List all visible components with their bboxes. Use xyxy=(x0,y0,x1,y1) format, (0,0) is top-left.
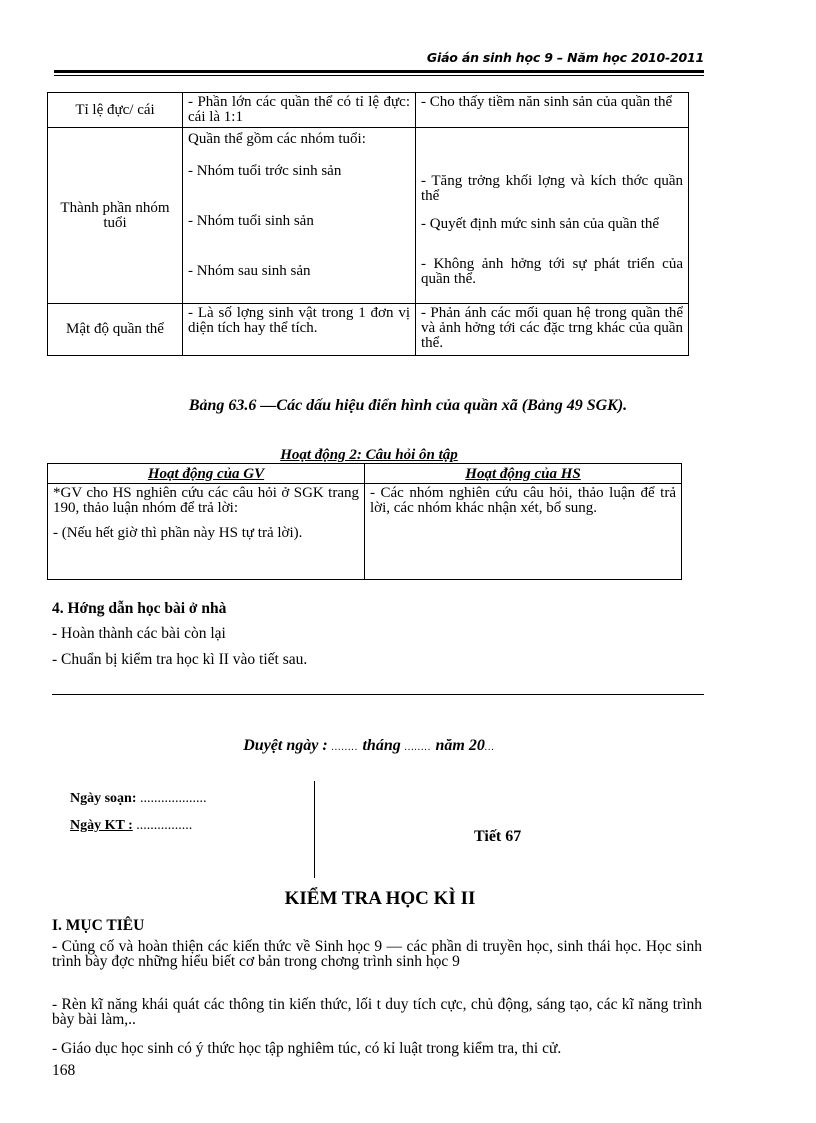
page-title: KIỂM TRA HỌC KÌ II xyxy=(284,888,476,909)
cell-line: - Nhóm tuổi sinh sản xyxy=(188,213,314,229)
activity-table xyxy=(47,463,682,580)
date-prepared-dots: ................... xyxy=(140,791,207,806)
divider xyxy=(52,694,704,695)
approval-prefix: Duyệt ngày : xyxy=(243,737,328,754)
date-test-dots: ................ xyxy=(136,818,193,833)
approval-dots: …….. xyxy=(331,742,359,753)
table-row xyxy=(48,128,689,304)
vertical-divider xyxy=(314,781,315,878)
date-prepared-label: Ngày soạn: xyxy=(70,791,137,806)
date-test-label: Ngày KT : xyxy=(70,818,133,833)
cell-line: - Quyết định mức sinh sản của quần thể xyxy=(421,216,660,232)
approval-month: tháng xyxy=(362,737,401,754)
table-row xyxy=(48,304,689,356)
approval-dots: … xyxy=(484,742,495,753)
list-item: - Chuẩn bị kiểm tra học kì II vào tiết sau. xyxy=(52,651,308,668)
row-label: Mật độ quần thể xyxy=(48,304,183,356)
activity-title: Hoạt động 2: Câu hỏi ôn tập xyxy=(280,447,458,463)
column-header-gv: Hoạt động của GV xyxy=(48,464,365,484)
cell-line: - Tăng trởng khối lợng và kích thớc quần thể xyxy=(421,173,683,204)
cell-line: - Nhóm tuổi trớc sinh sản xyxy=(188,163,342,179)
list-item: - Hoàn thành các bài còn lại xyxy=(52,625,226,642)
cell-line: - (Nếu hết giờ thì phần này HS tự trả lời). xyxy=(53,525,303,541)
list-item: - Củng cố và hoàn thiện các kiến thức về Sinh học 9 — các phần di truyền học, sinh thái học. Học sinh trình bày đợc những hiểu biết cơ bản trong chơng trình sinh học 9 xyxy=(52,938,702,970)
table-cell: - Phần lớn các quần thể có tỉ lệ đực: cái là 1:1 xyxy=(183,93,416,128)
list-item: - Rèn kĩ năng khái quát các thông tin kiến thức, lối t duy tích cực, chủ động, sáng tạo, các kĩ năng trình bày bài làm,.. xyxy=(52,996,702,1028)
objectives-heading: I. MỤC TIÊU xyxy=(52,917,145,934)
row-label: Thành phần nhóm tuổi xyxy=(48,128,183,304)
table-cell xyxy=(183,128,416,304)
table-caption: Bảng 63.6 —Các dấu hiệu điển hình của quần xã (Bảng 49 SGK). xyxy=(188,397,628,414)
approval-year: năm 20 xyxy=(435,737,485,754)
list-item: - Giáo dục học sinh có ý thức học tập nghiêm túc, có kỉ luật trong kiểm tra, thi cử. xyxy=(52,1040,562,1057)
date-prepared xyxy=(70,791,207,807)
table-cell: - Cho thấy tiềm năn sinh sản của quần thể xyxy=(416,93,689,128)
table-row xyxy=(48,484,682,580)
table-cell: - Các nhóm nghiên cứu câu hỏi, thảo luận để trả lời, các nhóm khác nhận xét, bổ sung. xyxy=(365,484,682,580)
table-cell: - Là số lợng sinh vật trong 1 đơn vị diện tích hay thể tích. xyxy=(183,304,416,356)
table-header-row xyxy=(48,464,682,484)
table-cell xyxy=(48,484,365,580)
row-label: Tỉ lệ đực/ cái xyxy=(48,93,183,128)
cell-line: - Nhóm sau sinh sản xyxy=(188,263,311,279)
page-header-title: Giáo án sinh học 9 – Năm học 2010-2011 xyxy=(426,50,704,65)
table-cell xyxy=(416,128,689,304)
column-header-hs: Hoạt động của HS xyxy=(365,464,682,484)
homework-heading: 4. Hớng dẫn học bài ở nhà xyxy=(52,600,227,617)
approval-dots: …….. xyxy=(404,742,432,753)
table-row xyxy=(48,93,689,128)
header-rule-thick xyxy=(54,70,704,73)
page-number: 168 xyxy=(52,1062,76,1079)
date-test xyxy=(70,818,192,834)
population-traits-table xyxy=(47,92,689,356)
approval-line xyxy=(0,737,738,755)
cell-line: *GV cho HS nghiên cứu các câu hỏi ở SGK trang 190, thảo luận nhóm để trả lời: xyxy=(53,485,359,516)
cell-line: - Không ảnh hởng tới sự phát triển của quần thể. xyxy=(421,256,683,287)
table-cell: - Phản ánh các mối quan hệ trong quần thể và ảnh hởng tới các đặc trng khác của quần thể. xyxy=(416,304,689,356)
header-rule-thin xyxy=(54,75,704,76)
cell-line: Quần thể gồm các nhóm tuổi: xyxy=(188,131,366,147)
lesson-number: Tiết 67 xyxy=(474,828,522,845)
